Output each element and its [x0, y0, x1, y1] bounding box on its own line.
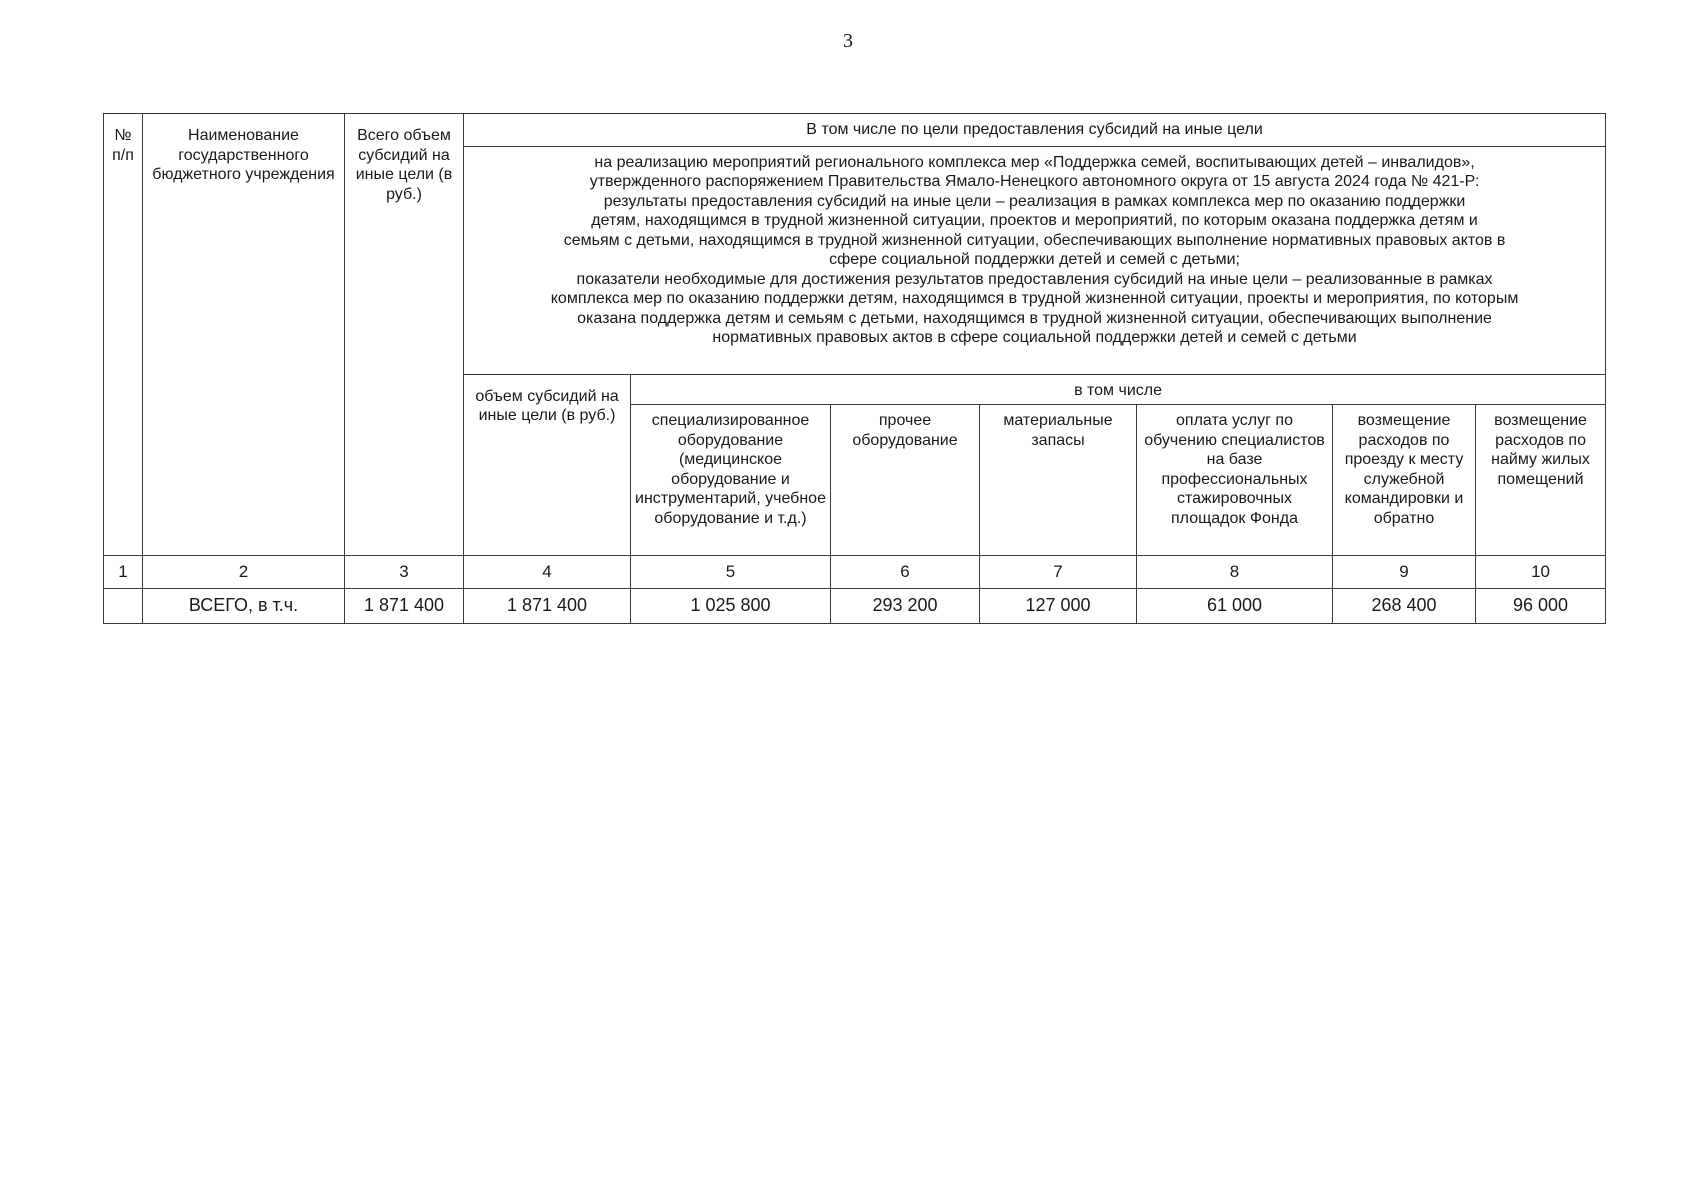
- header-row-number: № п/п: [104, 114, 143, 556]
- purpose-line: семьям с детьми, находящимся в трудной жизненной ситуации, обеспечивающих выполнение нормативных правовых актов в: [563, 231, 1506, 249]
- header-total-volume: Всего объем субсидий на иные цели (в руб.): [345, 114, 464, 556]
- total-row-specialized-equipment: 1 025 800: [631, 589, 831, 624]
- column-number: 9: [1333, 556, 1476, 589]
- total-row-training: 61 000: [1137, 589, 1333, 624]
- header-including: в том числе: [631, 374, 1606, 405]
- column-number: 5: [631, 556, 831, 589]
- header-institution-name: Наименование государственного бюджетного учреждения: [143, 114, 345, 556]
- header-travel: возмещение расходов по проезду к месту служебной командировки и обратно: [1333, 405, 1476, 556]
- header-housing: возмещение расходов по найму жилых помещений: [1476, 405, 1606, 556]
- column-numbers-row: [104, 556, 1606, 589]
- header-subsidy-volume: объем субсидий на иные цели (в руб.): [464, 374, 631, 556]
- header-inventory: материальные запасы: [980, 405, 1137, 556]
- table-row-total: [104, 589, 1606, 624]
- total-row-name: ВСЕГО, в т.ч.: [143, 589, 345, 624]
- subsidy-table: [103, 113, 1606, 624]
- header-training: оплата услуг по обучению специалистов на базе профессиональных стажировочных площадок Фонда: [1137, 405, 1333, 556]
- column-number: 7: [980, 556, 1137, 589]
- header-goal: В том числе по цели предоставления субсидий на иные цели: [464, 114, 1606, 147]
- purpose-line: на реализацию мероприятий регионального комплекса мер «Поддержка семей, воспитывающих детей – инвалидов»,: [594, 153, 1475, 171]
- column-number: 8: [1137, 556, 1333, 589]
- column-number: 10: [1476, 556, 1606, 589]
- total-row-other-equipment: 293 200: [831, 589, 980, 624]
- total-row-inventory: 127 000: [980, 589, 1137, 624]
- purpose-line: оказана поддержка детям и семьям с детьми, находящимся в трудной жизненной ситуации, обеспечивающих выполнение: [577, 309, 1492, 327]
- purpose-line: комплекса мер по оказанию поддержки детям, находящимся в трудной жизненной ситуации, проекты и мероприятия, по которым: [550, 290, 1519, 307]
- total-row-housing: 96 000: [1476, 589, 1606, 624]
- total-row-total: 1 871 400: [345, 589, 464, 624]
- total-row-travel: 268 400: [1333, 589, 1476, 624]
- page-number: 3: [843, 30, 853, 52]
- header-other-equipment: прочее оборудование: [831, 405, 980, 556]
- header-purpose-description: [464, 146, 1606, 374]
- total-row-volume: 1 871 400: [464, 589, 631, 624]
- column-number: 6: [831, 556, 980, 589]
- purpose-line: результаты предоставления субсидий на иные цели – реализация в рамках комплекса мер по оказанию поддержки: [603, 192, 1466, 210]
- column-number: 2: [143, 556, 345, 589]
- header-specialized-equipment: специализированное оборудование (медицинское оборудование и инструментарий, учебное оборудование и т.д.): [631, 405, 831, 556]
- column-number: 3: [345, 556, 464, 589]
- purpose-line: нормативных правовых актов в сфере социальной поддержки детей и семей с детьми: [712, 329, 1357, 346]
- column-number: 1: [104, 556, 143, 589]
- purpose-line: детям, находящимся в трудной жизненной ситуации, проектов и мероприятий, по которым оказана поддержка детям и: [591, 212, 1478, 229]
- total-row-number: [104, 589, 143, 624]
- purpose-line: утвержденного распоряжением Правительства Ямало-Ненецкого автономного округа от 15 августа 2024 года № 421-Р:: [589, 173, 1480, 190]
- header-row-goal: [104, 114, 1606, 147]
- purpose-line: показатели необходимые для достижения результатов предоставления субсидий на иные цели – реализованные в рамках: [576, 270, 1493, 288]
- column-number: 4: [464, 556, 631, 589]
- purpose-line: сфере социальной поддержки детей и семей с детьми;: [829, 251, 1240, 268]
